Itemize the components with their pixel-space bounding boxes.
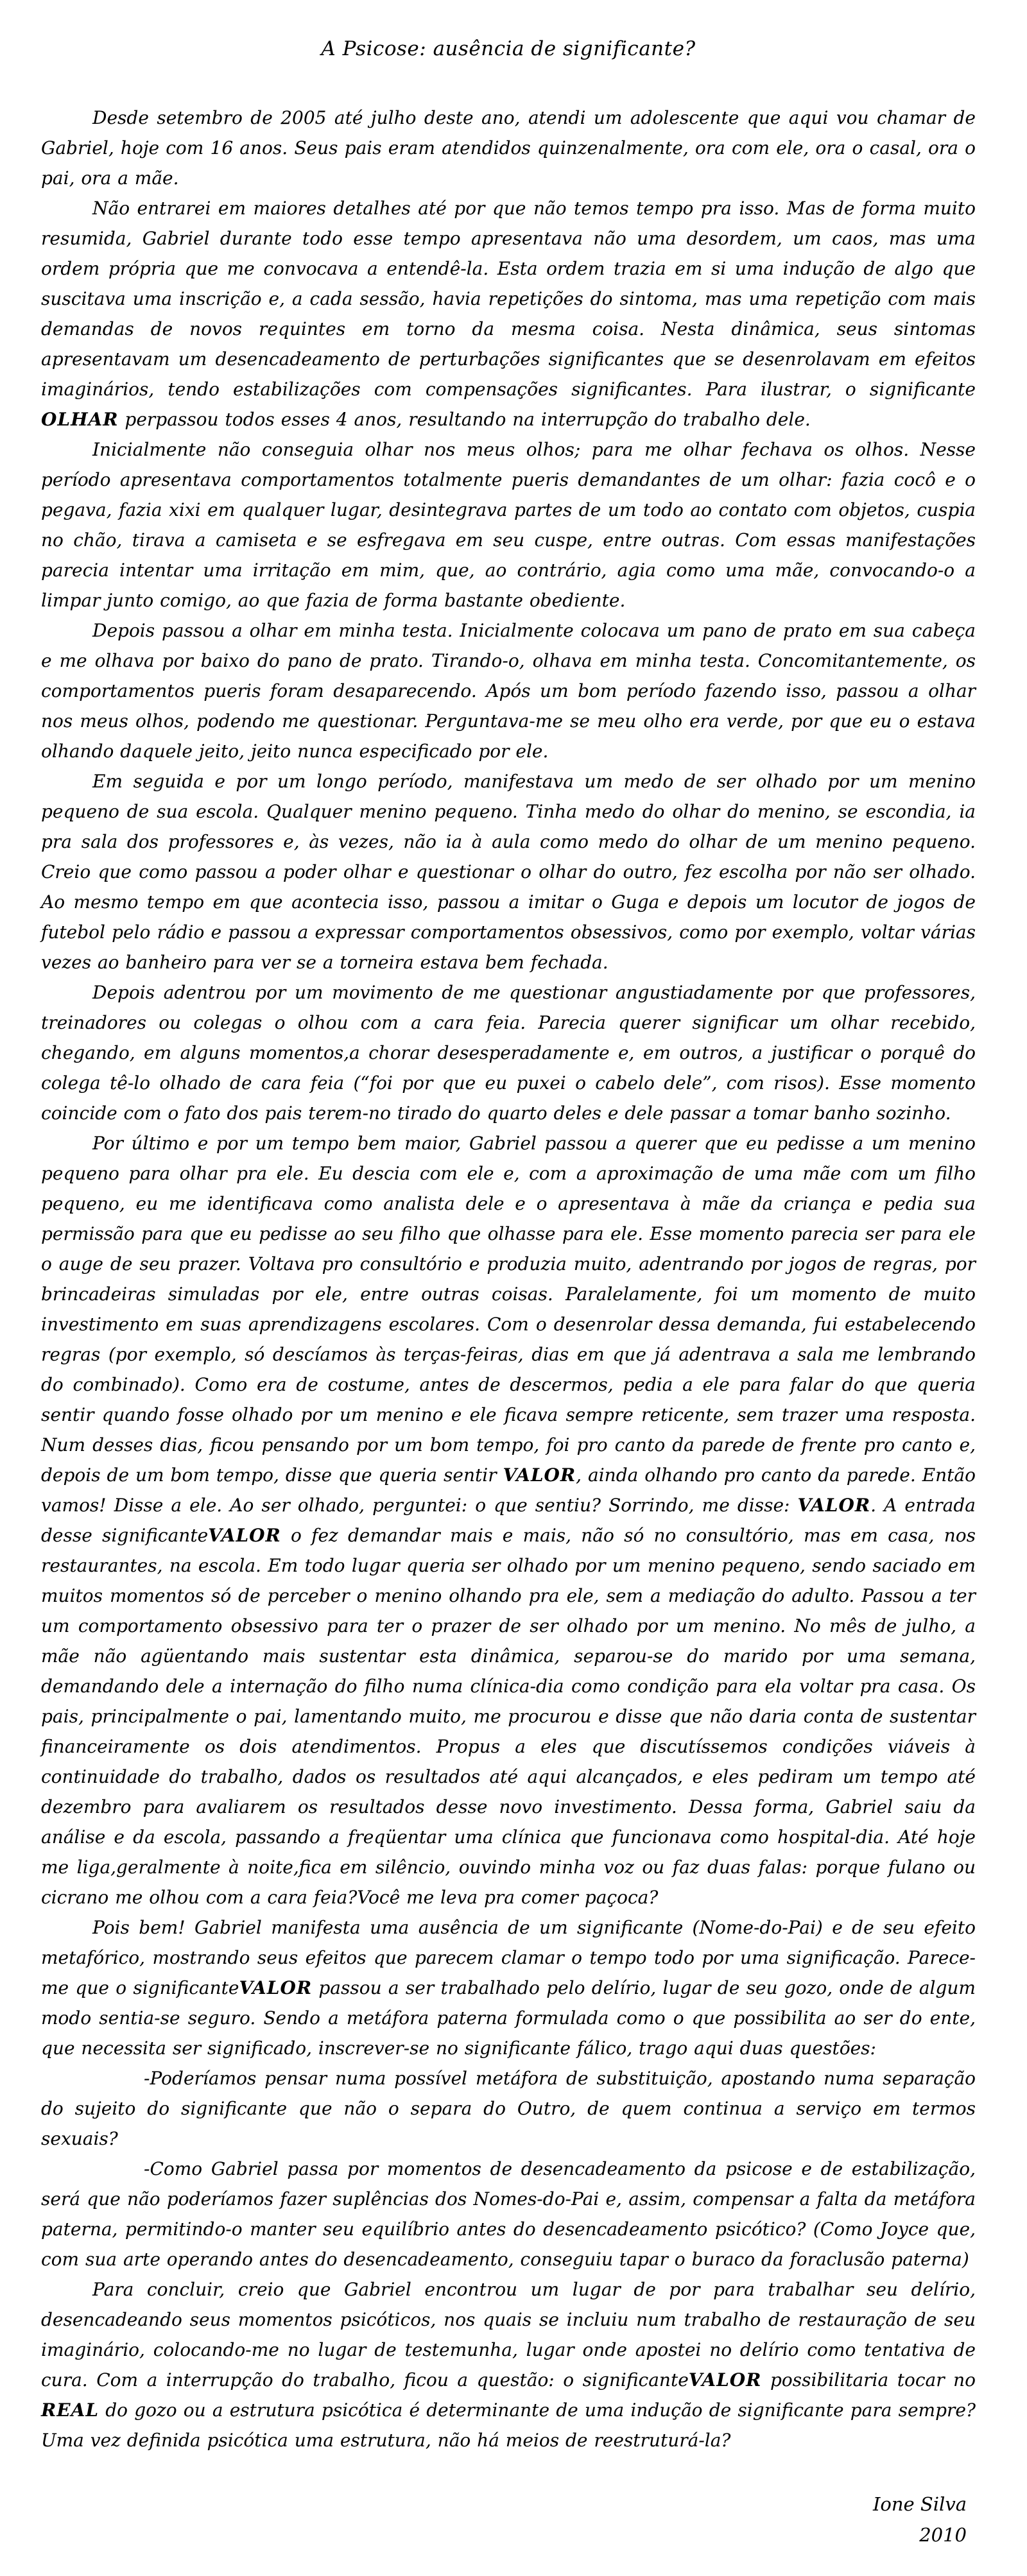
paragraph: Pois bem! Gabriel manifesta uma ausência de um significante (Nome-do-Pai) e de seu efeito metafórico, mostrando seus efeitos que parecem clamar o tempo todo por uma significação. Parece-me que o significanteVALOR passou a ser trabalhado pelo delírio, lugar de seu gozo, onde de algum modo sentia-se seguro. Sendo a metáfora paterna formulada como o que possibilita ao ser do ente, que necessita ser significado, inscrever-se no significante fálico, trago aqui duas questões:: [41, 1917, 976, 2059]
emphasized-signifier: OLHAR: [41, 409, 119, 430]
paragraph: Em seguida e por um longo período, manifestava um medo de ser olhado por um menino pequeno de sua escola. Qualquer menino pequeno. Tinha medo do olhar do menino, se escondia, ia pra sala dos professores e, às vezes, não ia à aula como medo do olhar de um menino pequeno. Creio que como passou a poder olhar e questionar o olhar do outro, fez escolha por não ser olhado. Ao mesmo tempo em que acontecia isso, passou a imitar o Guga e depois um locutor de jogos de futebol pelo rádio e passou a expressar comportamentos obsessivos, como por exemplo, voltar várias vezes ao banheiro para ver se a torneira estava bem fechada.: [41, 771, 976, 973]
signature-year: 2010: [919, 2524, 967, 2546]
paragraph-question: -Poderíamos pensar numa possível metáfora de substituição, apostando numa separação do sujeito do significante que não o separa do Outro, de quem continua a serviço em termos sexuais?: [41, 2068, 976, 2149]
paragraph: Não entrarei em maiores detalhes até por que não temos tempo pra isso. Mas de forma muito resumida, Gabriel durante todo esse tempo apresentava não uma desordem, um caos, mas uma ordem própria que me convocava a entendê-la. Esta ordem trazia em si uma indução de algo que suscitava uma inscrição e, a cada sessão, havia repetições do sintoma, mas uma repetição com mais demandas de novos requintes em torno da mesma coisa. Nesta dinâmica, seus sintomas apresentavam um desencadeamento de perturbações significantes que se desenrolavam em efeitos imaginários, tendo estabilizações com compensações significantes. Para ilustrar, o significante OLHAR perpassou todos esses 4 anos, resultando na interrupção do trabalho dele.: [41, 198, 976, 430]
paragraph: Para concluir, creio que Gabriel encontrou um lugar de por para trabalhar seu delírio, desencadeando seus momentos psicóticos, nos quais se incluiu num trabalho de restauração de seu imaginário, colocando-me no lugar de testemunha, lugar onde apostei no delírio como tentativa de cura. Com a interrupção do trabalho, ficou a questão: o significanteVALOR possibilitaria tocar no REAL do gozo ou a estrutura psicótica é determinante de uma indução de significante para sempre? Uma vez definida psicótica uma estrutura, não há meios de reestruturá-la?: [41, 2279, 976, 2451]
document-title: A Psicose: ausência de significante?: [321, 37, 696, 60]
paragraph: Depois passou a olhar em minha testa. Inicialmente colocava um pano de prato em sua cabeça e me olhava por baixo do pano de prato. Tirando-o, olhava em minha testa. Concomitantemente, os comportamentos pueris foram desaparecendo. Após um bom período fazendo isso, passou a olhar nos meus olhos, podendo me questionar. Perguntava-me se meu olho era verde, por que eu o estava olhando daquele jeito, jeito nunca especificado por ele.: [41, 620, 976, 762]
paragraph: Desde setembro de 2005 até julho deste ano, atendi um adolescente que aqui vou chamar de Gabriel, hoje com 16 anos. Seus pais eram atendidos quinzenalmente, ora com ele, ora o casal, ora o pai, ora a mãe.: [41, 107, 976, 189]
paragraph: Por último e por um tempo bem maior, Gabriel passou a querer que eu pedisse a um menino pequeno para olhar pra ele. Eu descia com ele e, com a aproximação de uma mãe com um filho pequeno, eu me identificava como analista dele e o apresentava à mãe da criança e pedia sua permissão para que eu pedisse ao seu filho que olhasse para ele. Esse momento parecia ser para ele o auge de seu prazer. Voltava pro consultório e produzia muito, adentrando por jogos de regras, por brincadeiras simuladas por ele, entre outras coisas. Paralelamente, foi um momento de muito investimento em suas aprendizagens escolares. Com o desenrolar dessa demanda, fui estabelecendo regras (por exemplo, só descíamos às terças-feiras, dias em que já adentrava a sala me lembrando do combinado). Como era de costume, antes de descermos, pedia a ele para falar do que queria sentir quando fosse olhado por um menino e ele ficava sempre reticente, sem trazer uma resposta. Num desses dias, ficou pensando por um bom tempo, foi pro canto da parede de frente pro canto e, depois de um bom tempo, disse que queria sentir VALOR, ainda olhando pro canto da parede. Então vamos! Disse a ele. Ao ser olhado, perguntei: o que sentiu? Sorrindo, me disse: VALOR. A entrada desse significanteVALOR o fez demandar mais e mais, não só no consultório, mas em casa, nos restaurantes, na escola. Em todo lugar queria ser olhado por um menino pequeno, sendo saciado em muitos momentos só de perceber o menino olhando pra ele, sem a mediação do adulto. Passou a ter um comportamento obsessivo para ter o prazer de ser olhado por um menino. No mês de julho, a mãe não agüentando mais sustentar esta dinâmica, separou-se do marido por uma semana, demandando dele a internação do filho numa clínica-dia como condição para ela voltar pra casa. Os pais, principalmente o pai, lamentando muito, me procurou e disse que não daria conta de sustentar financeiramente os dois atendimentos. Propus a eles que discutíssemos condições viáveis à continuidade do trabalho, dados os resultados até aqui alcançados, e eles pediram um tempo até dezembro para avaliarem os resultados desse novo investimento. Dessa forma, Gabriel saiu da análise e da escola, passando a freqüentar uma clínica que funcionava como hospital-dia. Até hoje me liga,geralmente à noite,fica em silêncio, ouvindo minha voz ou faz duas falas: porque fulano ou cicrano me olhou com a cara feia?Você me leva pra comer paçoca?: [41, 1133, 976, 1908]
signature-author: Ione Silva: [872, 2493, 967, 2515]
emphasized-signifier: VALOR: [688, 2369, 762, 2391]
paragraph: Inicialmente não conseguia olhar nos meus olhos; para me olhar fechava os olhos. Nesse período apresentava comportamentos totalmente pueris demandantes de um olhar: fazia cocô e o pegava, fazia xixi em qualquer lugar, desintegrava partes de um todo ao contato com objetos, cuspia no chão, tirava a camiseta e se esfregava em seu cuspe, entre outras. Com essas manifestações parecia intentar uma irritação em mim, que, ao contrário, agia como uma mãe, convocando-o a limpar junto comigo, ao que fazia de forma bastante obediente.: [41, 439, 976, 611]
emphasized-signifier: VALOR: [239, 1977, 313, 1998]
emphasized-signifier: VALOR: [208, 1525, 281, 1546]
emphasized-signifier: VALOR: [797, 1495, 871, 1516]
signature-block: [41, 2489, 976, 2550]
emphasized-signifier: REAL: [41, 2400, 99, 2421]
paragraph: Depois adentrou por um movimento de me questionar angustiadamente por que professores, treinadores ou colegas o olhou com a cara feia. Parecia querer significar um olhar recebido, chegando, em alguns momentos,a chorar desesperadamente e, em outros, a justificar o porquê do colega tê-lo olhado de cara feia (“foi por que eu puxei o cabelo dele”, com risos). Esse momento coincide com o fato dos pais terem-no tirado do quarto deles e dele passar a tomar banho sozinho.: [41, 982, 976, 1124]
emphasized-signifier: VALOR: [503, 1464, 576, 1486]
paragraph-question: -Como Gabriel passa por momentos de desencadeamento da psicose e de estabilização, será que não poderíamos fazer suplências dos Nomes-do-Pai e, assim, compensar a falta da metáfora paterna, permitindo-o manter seu equilíbrio antes do desencadeamento psicótico? (Como Joyce que, com sua arte operando antes do desencadeamento, conseguiu tapar o buraco da foraclusão paterna): [41, 2158, 976, 2270]
